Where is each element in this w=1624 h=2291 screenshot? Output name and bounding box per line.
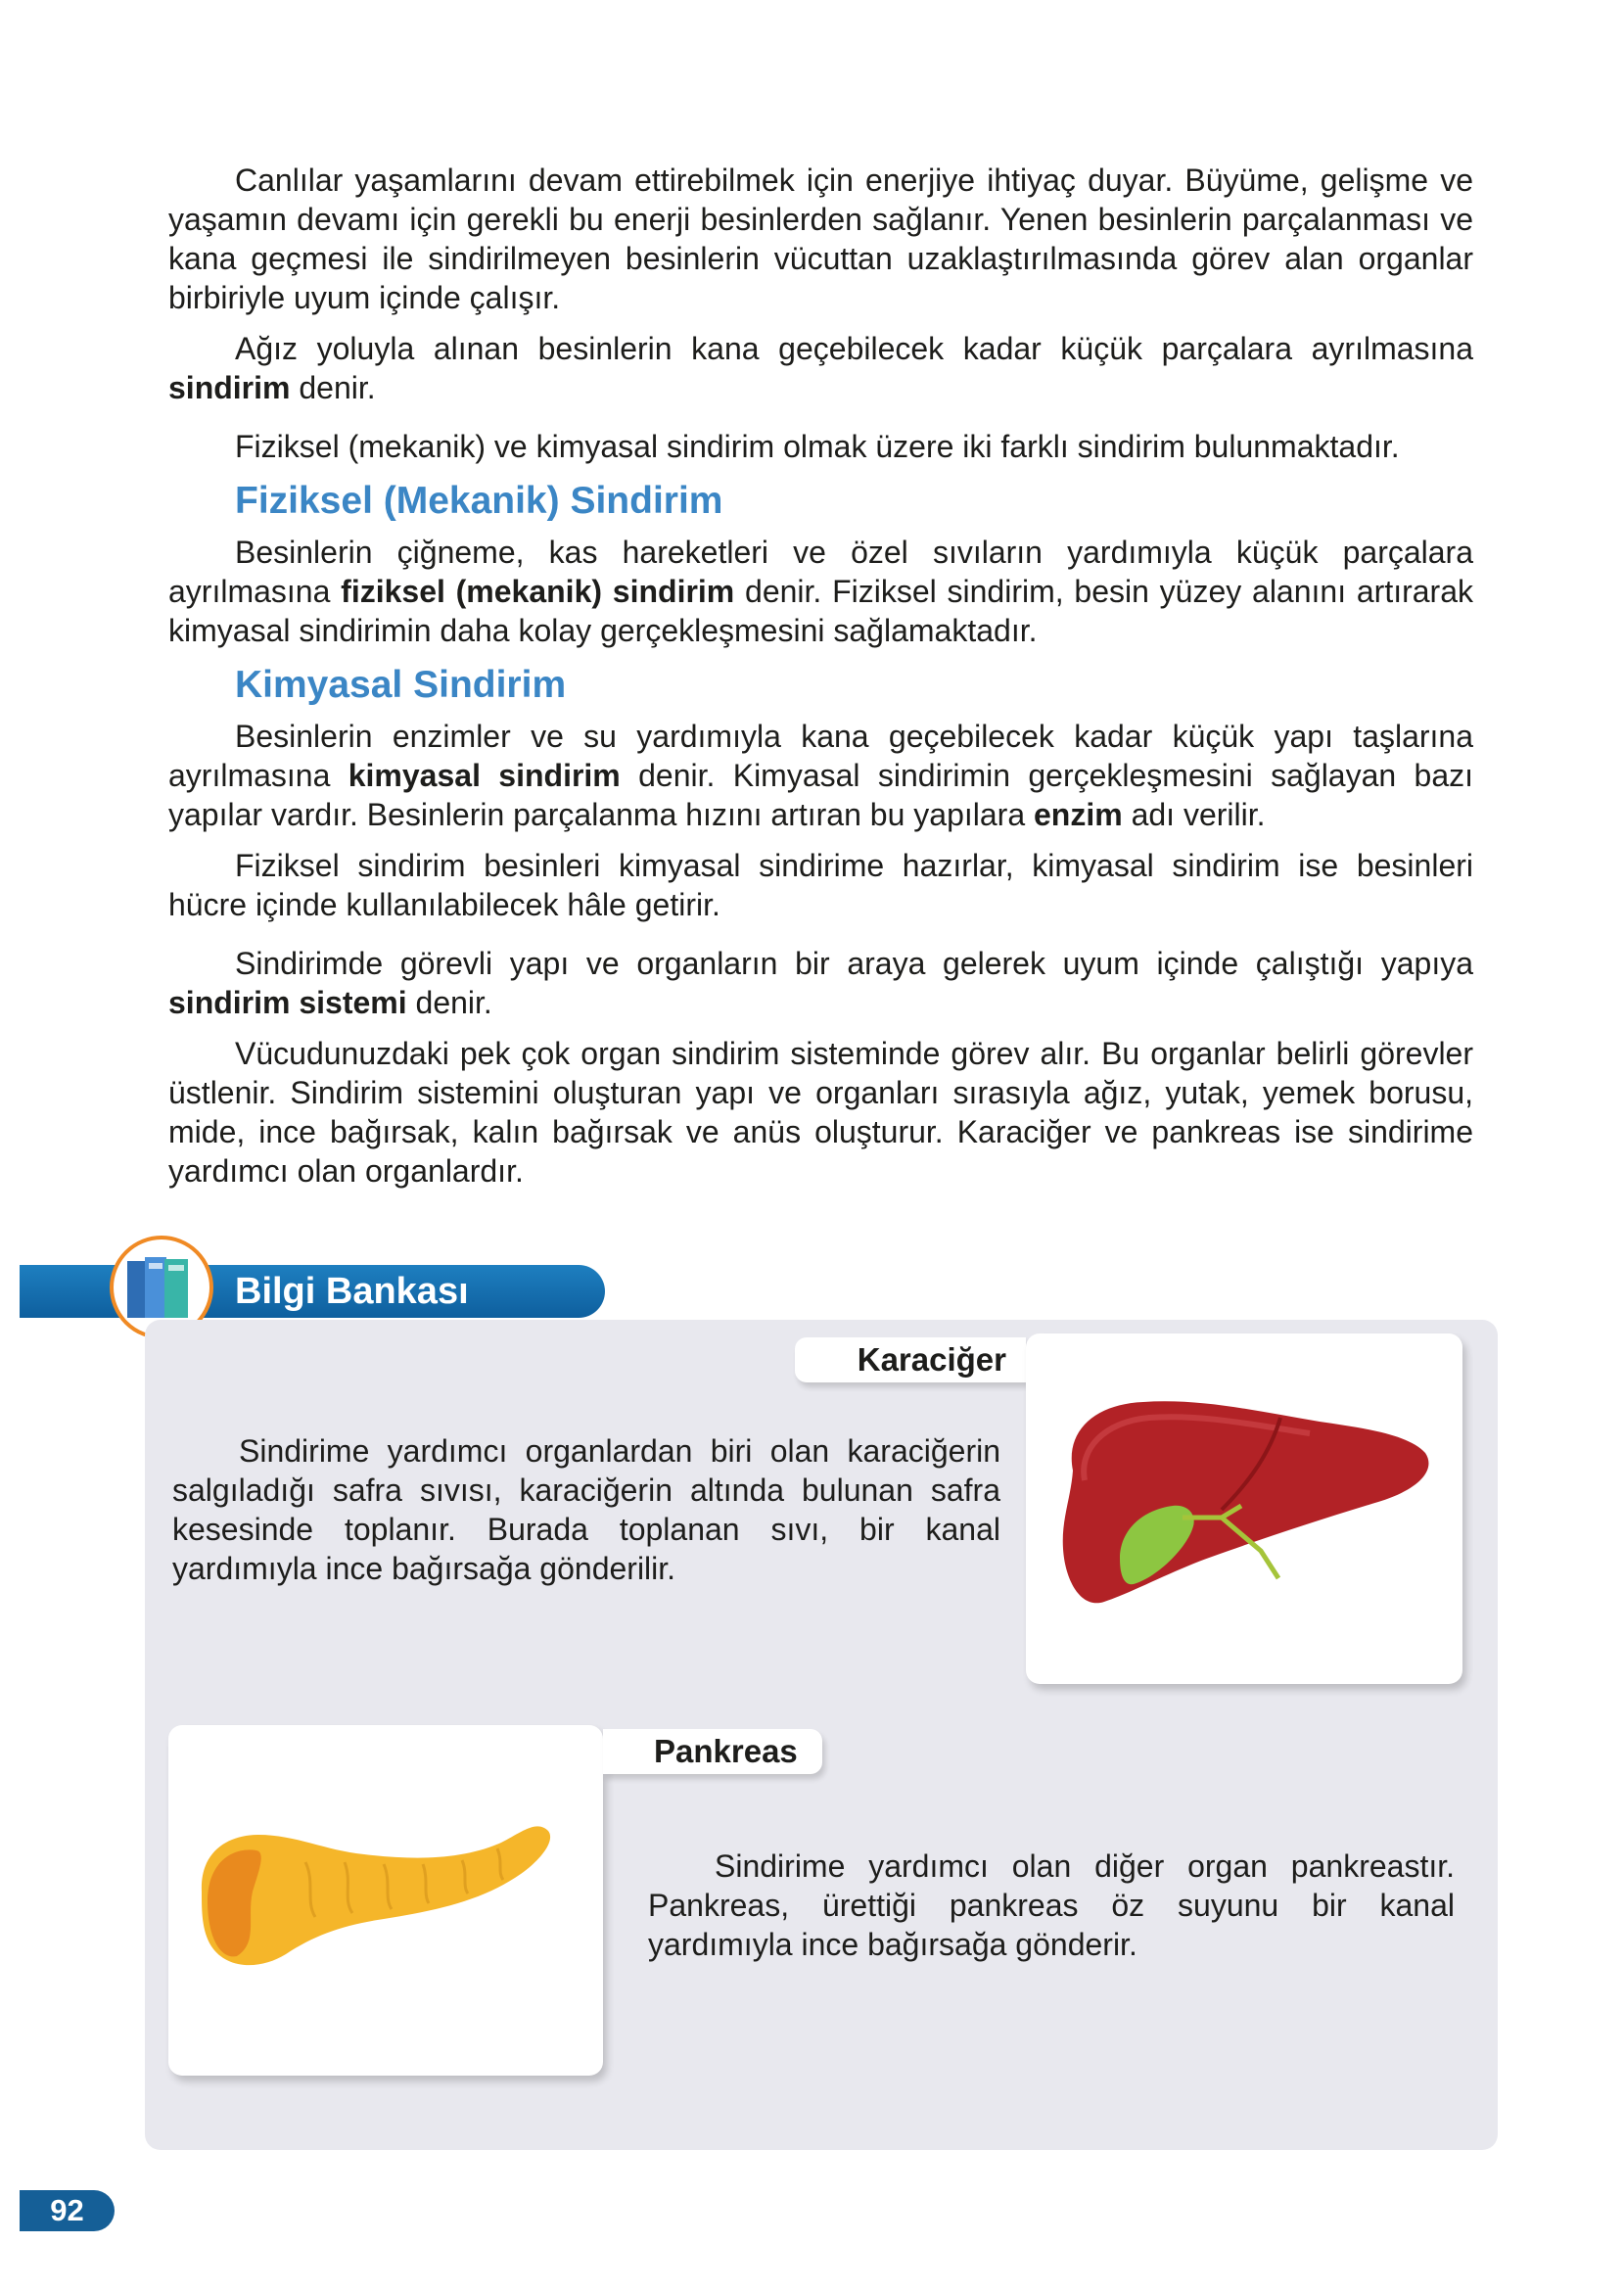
karaciger-text: Sindirime yardımcı organlardan biri olan karaciğerin salgıladığı safra sıvısı, karaciğerin altında bulunan safra kesesinde toplanır. Burada toplanan sıvı, bir kanal yardımıyla ince bağırsağa gönderilir. bbox=[172, 1433, 1000, 1586]
paragraph-intro: Canlılar yaşamlarını devam ettirebilmek için enerjiye ihtiyaç duyar. Büyüme, gelişme ve yaşamın devamı için gerekli bu enerji besinlerden sağlanır. Yenen besinlerin parçalanması ve kana geçmesi ile sindirilmeyen besinlerin vücuttan uzaklaştırılmasında görev alan organlar birbiriyle uyum içinde çalışır. bbox=[168, 163, 1473, 315]
karaciger-label-tab bbox=[795, 1337, 1026, 1382]
paragraph-kimyasal bbox=[168, 717, 1473, 834]
text-run: Ağız yoluyla alınan besinlerin kana geçebilecek kadar küçük parçalara ayrılmasına bbox=[235, 331, 1473, 366]
text-run: Sindirimde görevli yapı ve organların bir araya gelerek uyum içinde çalıştığı yapıya bbox=[235, 946, 1473, 981]
pankreas-label: Pankreas bbox=[654, 1733, 798, 1769]
paragraph-sindirim-definition bbox=[168, 329, 1473, 407]
karaciger-label: Karaciğer bbox=[857, 1341, 1006, 1378]
term-sindirim-sistemi: sindirim sistemi bbox=[168, 985, 407, 1020]
text-run: adı verilir. bbox=[1122, 797, 1266, 832]
heading-fiziksel: Fiziksel (Mekanik) Sindirim bbox=[235, 480, 723, 522]
paragraph-sistem bbox=[168, 944, 1473, 1022]
paragraph-kimyasal-2: Fiziksel sindirim besinleri kimyasal sindirime hazırlar, kimyasal sindirim ise besinleri hücre içinde kullanılabilecek hâle getirir. bbox=[168, 848, 1473, 922]
pancreas-illustration bbox=[168, 1725, 603, 2076]
text-run: denir. bbox=[406, 985, 492, 1020]
text-run: denir. Fiziksel sindirim, besin yüzey alanını artırarak kimyasal sindirimin daha kolay gerçekleşmesini sağlamaktadır. bbox=[168, 574, 1474, 648]
paragraph-organs: Vücudunuzdaki pek çok organ sindirim sisteminde görev alır. Bu organlar belirli görevler üstlenir. Sindirim sistemini oluşturan yapı ve organları sırasıyla ağız, yutak, yemek borusu, mide, ince bağırsak, kalın bağırsak ve anüs oluşturur. Karaciğer ve pankreas ise sindirime yardımcı olan organlardır. bbox=[168, 1036, 1473, 1189]
term-fiziksel-sindirim: fiziksel (mekanik) sindirim bbox=[341, 574, 735, 609]
pankreas-text: Sindirime yardımcı olan diğer organ pankreastır. Pankreas, ürettiği pankreas öz suyunu bir kanal yardımıyla ince bağırsağa gönderir. bbox=[648, 1848, 1455, 1962]
term-enzim: enzim bbox=[1034, 797, 1123, 832]
term-sindirim: sindirim bbox=[168, 370, 291, 405]
text-run: denir. bbox=[290, 370, 376, 405]
text-run: Besinlerin enzimler ve su yardımıyla kana geçebilecek kadar küçük yapı taşlarına ayrılmasına bbox=[168, 719, 1473, 793]
main-text bbox=[168, 161, 1473, 1202]
heading-kimyasal: Kimyasal Sindirim bbox=[235, 664, 567, 706]
text-run: Besinlerin çiğneme, kas hareketleri ve özel sıvıların yardımıyla küçük parçalara ayrılmasına bbox=[168, 535, 1473, 609]
text-run: denir. Kimyasal sindirimin gerçekleşmesini sağlayan bazı yapılar vardır. Besinlerin parçalanma hızını artıran bu yapılara bbox=[168, 758, 1474, 832]
liver-image-card bbox=[1026, 1333, 1462, 1684]
bilgi-bankasi-title: Bilgi Bankası bbox=[235, 1271, 469, 1312]
pancreas-image-card bbox=[168, 1725, 603, 2076]
page-number: 92 bbox=[20, 2190, 115, 2231]
liver-illustration bbox=[1026, 1333, 1462, 1684]
paragraph-fiziksel bbox=[168, 533, 1473, 650]
term-kimyasal-sindirim: kimyasal sindirim bbox=[348, 758, 621, 793]
paragraph-types: Fiziksel (mekanik) ve kimyasal sindirim olmak üzere iki farklı sindirim bulunmaktadır. bbox=[235, 429, 1400, 464]
pankreas-label-tab bbox=[603, 1729, 822, 1774]
